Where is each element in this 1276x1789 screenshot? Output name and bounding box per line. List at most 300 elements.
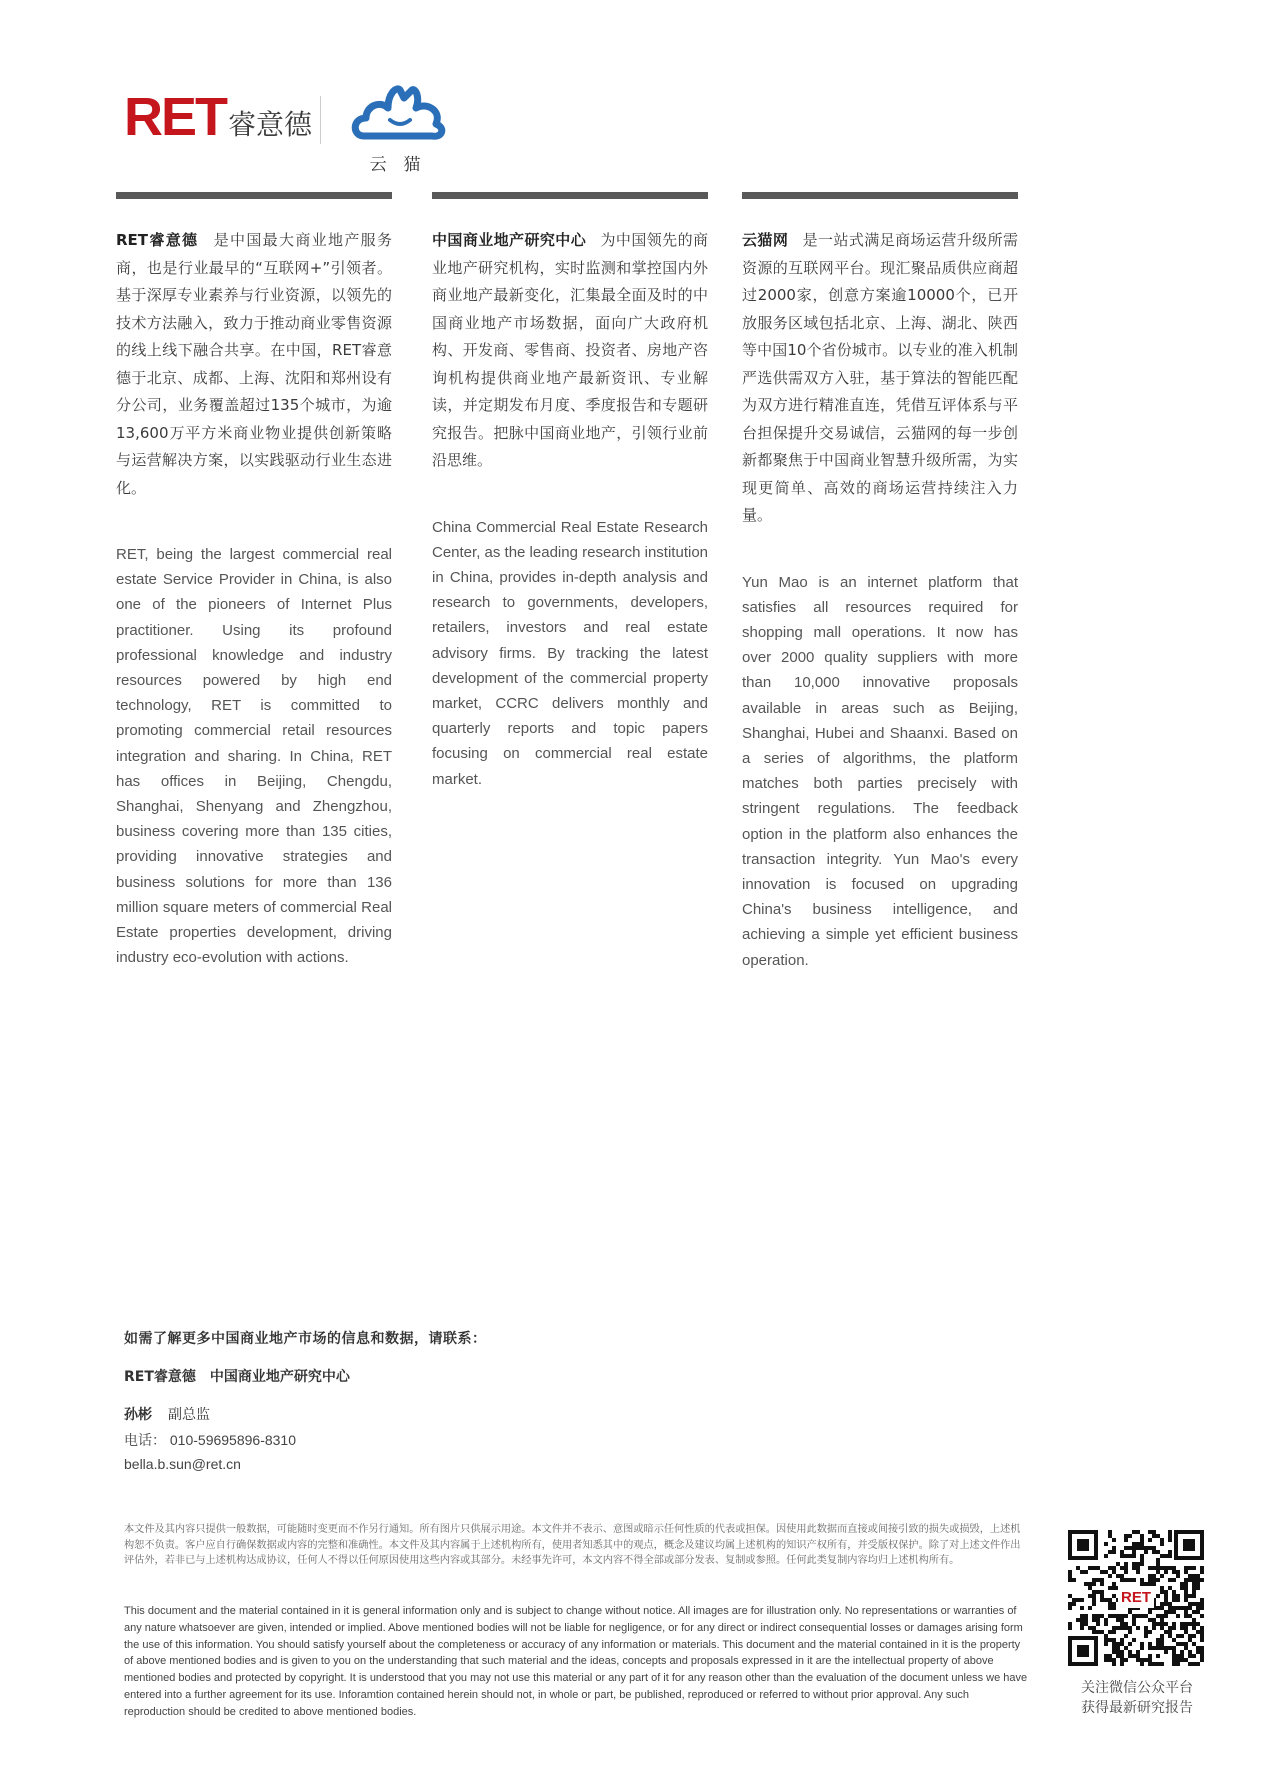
qr-module [1200,1606,1204,1610]
yunmao-logo [350,76,446,175]
qr-module [1140,1658,1144,1662]
qr-module [1096,1630,1100,1634]
qr-module [1120,1554,1124,1558]
qr-module [1164,1594,1168,1598]
qr-module [1196,1606,1200,1610]
qr-module [1152,1626,1156,1630]
qr-module [1160,1638,1164,1642]
qr-module [1084,1570,1088,1574]
qr-module [1092,1602,1096,1606]
qr-module [1136,1570,1140,1574]
qr-module [1172,1626,1176,1630]
qr-module [1156,1646,1160,1650]
qr-module [1160,1606,1164,1610]
qr-module [1172,1638,1176,1642]
qr-module [1108,1598,1112,1602]
qr-module [1128,1546,1132,1550]
qr-module [1144,1546,1148,1550]
qr-module [1148,1610,1152,1614]
qr-module [1188,1638,1192,1642]
qr-module [1168,1566,1172,1570]
qr-module [1148,1642,1152,1646]
qr-module [1132,1638,1136,1642]
qr-module [1116,1562,1120,1566]
qr-module [1148,1578,1152,1582]
qr-module [1156,1550,1160,1554]
qr-module [1148,1546,1152,1550]
qr-module [1148,1530,1152,1534]
qr-module [1168,1534,1172,1538]
qr-module [1152,1550,1156,1554]
qr-module [1108,1586,1112,1590]
qr-module [1200,1630,1204,1634]
qr-module [1112,1646,1116,1650]
qr-module [1092,1578,1096,1582]
qr-module [1104,1570,1108,1574]
qr-module [1104,1554,1108,1558]
qr-module [1128,1578,1132,1582]
qr-module [1108,1534,1112,1538]
qr-module [1136,1650,1140,1654]
qr-module [1144,1658,1148,1662]
qr-module [1148,1662,1152,1666]
qr-module [1196,1578,1200,1582]
qr-module [1192,1566,1196,1570]
qr-center-label: RET [1121,1589,1151,1606]
qr-module [1100,1590,1104,1594]
qr-module [1184,1610,1188,1614]
qr-module [1184,1630,1188,1634]
qr-module [1068,1574,1072,1578]
qr-module [1148,1582,1152,1586]
qr-module [1140,1538,1144,1542]
qr-module [1136,1626,1140,1630]
qr-module [1100,1578,1104,1582]
qr-module [1184,1594,1188,1598]
qr-module [1120,1618,1124,1622]
column-en-text: Yun Mao is an internet platform that satisfies all resources required for shopping mall operations. It now has over 2000 quality suppliers with more than 10,000 innovative proposals available in areas such as Beijing, Shanghai, Hubei and Shaanxi. Based on a series of algorithms, the platform matches both parties precisely with stringent regulations. The feedback option in the platform also enhances the transaction integrity. Yun Mao's every innovation is focused on upgrading China's business intelligence, and achieving a simple yet efficient business operation. [742,573,1018,969]
qr-module [1156,1594,1160,1598]
qr-module [1200,1638,1204,1642]
contact-block [124,1328,487,1472]
qr-module [1080,1626,1084,1630]
qr-module [1124,1546,1128,1550]
qr-module [1164,1610,1168,1614]
qr-module [1084,1614,1088,1618]
qr-module [1160,1590,1164,1594]
qr-module [1192,1626,1196,1630]
qr-module [1140,1578,1144,1582]
qr-module [1192,1610,1196,1614]
column-ret [116,192,392,970]
qr-module [1160,1646,1164,1650]
qr-module [1120,1574,1124,1578]
cloud-cat-icon [350,76,446,148]
qr-module [1160,1622,1164,1626]
qr-module [1184,1626,1188,1630]
qr-module [1132,1654,1136,1658]
qr-module [1120,1662,1124,1666]
qr-module [1188,1622,1192,1626]
column-rule [742,192,1018,199]
qr-module [1128,1534,1132,1538]
qr-module [1196,1574,1200,1578]
qr-module [1148,1574,1152,1578]
qr-module [1120,1638,1124,1642]
qr-caption-line-2: 获得最新研究报告 [1081,1700,1193,1716]
qr-module [1160,1618,1164,1622]
qr-module [1120,1658,1124,1662]
qr-module [1156,1562,1160,1566]
qr-module [1068,1594,1072,1598]
qr-module [1196,1650,1200,1654]
column-cn-text [432,227,708,475]
qr-module [1192,1618,1196,1622]
qr-module [1200,1598,1204,1602]
yunmao-logo-label: 云 猫 [369,155,427,174]
qr-module [1112,1642,1116,1646]
qr-module [1156,1622,1160,1626]
qr-module [1200,1658,1204,1662]
qr-module [1128,1650,1132,1654]
qr-module [1136,1562,1140,1566]
qr-module [1192,1662,1196,1666]
qr-module [1124,1566,1128,1570]
qr-module [1120,1566,1124,1570]
qr-module [1104,1634,1108,1638]
qr-module [1176,1614,1180,1618]
qr-module [1096,1578,1100,1582]
column-cn-lead: 中国商业地产研究中心 [432,231,587,249]
qr-module [1160,1626,1164,1630]
qr-module [1128,1554,1132,1558]
qr-module [1152,1534,1156,1538]
qr-module [1176,1594,1180,1598]
column-cn-body: 是一站式满足商场运营升级所需资源的互联网平台。现汇聚品质供应商超过2000家，创意方案逾10000个，已开放服务区域包括北京、上海、湖北、陕西等中国10个省份城市。以专业的准入机制严选供需双方入驻，基于算法的智能匹配为双方进行精准直连，凭借互评体系与平台担保提升交易诚信，云猫网的每一步创新都聚焦于中国商业智慧升级所需，为实现更简单、高效的商场运营持续注入力量。 [742,231,1018,524]
qr-module [1148,1658,1152,1662]
qr-module [1116,1654,1120,1658]
qr-module [1124,1538,1128,1542]
disclaimer-en: This document and the material contained in it is general information only and is subject to change without notice. All images are for illustration only. No representations or warranties of any nature whatsoever are given, intended or implied. Above mentioned bodies will not be liable for negligence, or for any direct or indirect consequential losses or damages arising form the use of this information. You should satisfy yourself about the completeness or accuracy of any information or materials. This document and the material contained in it is the property of above mentioned bodies and is given to you on the understanding that such material and the ideas, concepts and proposals expressed in it are the intellectual property of above mentioned bodies and protected by copyright. It is understood that you may not use this material or any part of it for any reason other than the evaluation of the document unless we have entered into a further agreement for its use. Inforamtion contained herein should not, in whole or part, be published, reproduced or referred to without prior approval. Any such reproduction should be credited to above mentioned bodies. [124,1605,1028,1718]
qr-module [1196,1610,1200,1614]
qr-module [1100,1614,1104,1618]
qr-module [1088,1586,1092,1590]
qr-module [1108,1530,1112,1534]
qr-module [1136,1546,1140,1550]
qr-module [1192,1574,1196,1578]
qr-module [1100,1570,1104,1574]
qr-module [1152,1530,1156,1534]
qr-module [1184,1642,1188,1646]
qr-module [1092,1566,1096,1570]
qr-module [1196,1582,1200,1586]
wechat-qr-code [1068,1530,1204,1666]
qr-module [1176,1634,1180,1638]
qr-module [1140,1534,1144,1538]
qr-module [1164,1590,1168,1594]
qr-module [1200,1602,1204,1606]
qr-module [1160,1538,1164,1542]
qr-module [1072,1602,1076,1606]
qr-module [1184,1582,1188,1586]
contact-name: 孙彬 [124,1407,152,1423]
qr-module [1172,1578,1176,1582]
qr-module [1140,1662,1144,1666]
qr-module [1164,1622,1168,1626]
column-yunmao [742,192,1018,973]
qr-module [1100,1594,1104,1598]
contact-org-ret: RET睿意德 [124,1369,196,1385]
qr-module [1180,1622,1184,1626]
qr-module [1200,1654,1204,1658]
ret-logo-cn: 睿意德 [228,109,313,140]
qr-module [1116,1642,1120,1646]
qr-module [1088,1626,1092,1630]
qr-module [1108,1614,1112,1618]
qr-module [1116,1614,1120,1618]
column-cn-text [742,227,1018,530]
qr-module [1080,1614,1084,1618]
qr-module [1192,1590,1196,1594]
qr-module [1112,1638,1116,1642]
qr-module [1180,1626,1184,1630]
column-cn-lead: 云猫网 [742,231,789,249]
qr-module [1124,1578,1128,1582]
qr-module [1180,1650,1184,1654]
qr-module [1164,1630,1168,1634]
qr-module [1184,1570,1188,1574]
qr-module [1104,1598,1108,1602]
qr-module [1112,1570,1116,1574]
qr-module [1108,1638,1112,1642]
qr-module [1176,1662,1180,1666]
qr-module [1156,1654,1160,1658]
qr-module [1156,1638,1160,1642]
qr-module [1072,1598,1076,1602]
qr-module [1192,1582,1196,1586]
qr-module [1148,1618,1152,1622]
qr-module [1112,1658,1116,1662]
qr-module [1184,1586,1188,1590]
qr-module [1148,1646,1152,1650]
column-cn-text [116,227,392,502]
qr-module [1152,1662,1156,1666]
qr-module [1160,1554,1164,1558]
qr-module [1168,1630,1172,1634]
qr-module [1180,1634,1184,1638]
qr-module [1112,1614,1116,1618]
qr-module [1160,1566,1164,1570]
qr-module [1068,1602,1072,1606]
qr-module [1100,1598,1104,1602]
qr-module [1188,1594,1192,1598]
qr-module [1168,1586,1172,1590]
qr-module [1108,1654,1112,1658]
contact-email[interactable]: bella.b.sun@ret.cn [124,1456,241,1472]
qr-module [1132,1618,1136,1622]
qr-module [1068,1578,1072,1582]
qr-module [1176,1658,1180,1662]
qr-module [1108,1630,1112,1634]
qr-module [1104,1542,1108,1546]
qr-module [1124,1658,1128,1662]
qr-module [1188,1574,1192,1578]
qr-module [1192,1594,1196,1598]
qr-module [1184,1598,1188,1602]
qr-module [1164,1646,1168,1650]
qr-module [1196,1646,1200,1650]
qr-module [1140,1546,1144,1550]
qr-module [1144,1582,1148,1586]
qr-module [1112,1538,1116,1542]
qr-module [1152,1546,1156,1550]
qr-module [1108,1574,1112,1578]
qr-module [1088,1566,1092,1570]
qr-module [1168,1554,1172,1558]
qr-module [1156,1578,1160,1582]
qr-module [1128,1630,1132,1634]
qr-module [1084,1622,1088,1626]
qr-module [1140,1582,1144,1586]
qr-module [1156,1606,1160,1610]
column-cn-lead: RET睿意德 [116,231,199,249]
qr-module [1184,1578,1188,1582]
qr-module [1108,1550,1112,1554]
qr-module [1168,1530,1172,1534]
qr-module [1172,1570,1176,1574]
qr-module [1180,1586,1184,1590]
qr-module [1156,1614,1160,1618]
qr-module [1124,1626,1128,1630]
qr-module [1120,1654,1124,1658]
qr-caption [1060,1678,1214,1718]
qr-module [1080,1622,1084,1626]
qr-module [1136,1654,1140,1658]
qr-module [1096,1566,1100,1570]
qr-module [1140,1542,1144,1546]
qr-module [1180,1642,1184,1646]
qr-module [1124,1634,1128,1638]
qr-module [1184,1566,1188,1570]
qr-module [1196,1630,1200,1634]
qr-module [1168,1646,1172,1650]
qr-module [1200,1614,1204,1618]
ret-logo [124,87,313,147]
qr-module [1160,1634,1164,1638]
qr-module [1168,1610,1172,1614]
qr-module [1092,1582,1096,1586]
qr-module [1144,1626,1148,1630]
qr-module [1144,1614,1148,1618]
qr-module [1200,1634,1204,1638]
qr-module [1172,1598,1176,1602]
qr-module [1116,1618,1120,1622]
qr-module [1164,1598,1168,1602]
qr-module [1088,1594,1092,1598]
qr-module [1164,1650,1168,1654]
qr-module [1172,1594,1176,1598]
qr-module [1200,1650,1204,1654]
qr-module [1180,1658,1184,1662]
qr-module [1164,1614,1168,1618]
qr-module [1152,1574,1156,1578]
qr-module [1148,1630,1152,1634]
qr-module [1128,1642,1132,1646]
qr-module [1172,1650,1176,1654]
ret-logo-mark: RET [124,87,226,147]
qr-module [1168,1538,1172,1542]
qr-module [1068,1622,1072,1626]
qr-module [1092,1630,1096,1634]
qr-module [1176,1574,1180,1578]
qr-module [1144,1550,1148,1554]
qr-module [1172,1606,1176,1610]
qr-module [1200,1646,1204,1650]
qr-module [1112,1650,1116,1654]
qr-module [1112,1606,1116,1610]
qr-module [1132,1578,1136,1582]
qr-module [1176,1606,1180,1610]
qr-module [1168,1626,1172,1630]
qr-caption-line-1: 关注微信公众平台 [1081,1680,1193,1696]
qr-module [1076,1598,1080,1602]
qr-module [1112,1550,1116,1554]
qr-module [1132,1550,1136,1554]
qr-module [1172,1590,1176,1594]
qr-module [1180,1606,1184,1610]
qr-module [1104,1638,1108,1642]
qr-module [1136,1542,1140,1546]
qr-module [1144,1630,1148,1634]
qr-module [1192,1578,1196,1582]
qr-module [1184,1646,1188,1650]
qr-module [1140,1558,1144,1562]
qr-module [1200,1570,1204,1574]
qr-module [1156,1558,1160,1562]
qr-module [1168,1634,1172,1638]
qr-module [1188,1614,1192,1618]
qr-module [1192,1622,1196,1626]
qr-module [1080,1570,1084,1574]
qr-module [1132,1530,1136,1534]
column-ccrc [432,192,708,792]
qr-module [1188,1578,1192,1582]
qr-module [1112,1586,1116,1590]
qr-module [1176,1654,1180,1658]
qr-module [1168,1606,1172,1610]
qr-module [1068,1570,1072,1574]
contact-heading: 如需了解更多中国商业地产市场的信息和数据，请联系： [124,1331,487,1347]
qr-module [1092,1626,1096,1630]
qr-module [1128,1626,1132,1630]
qr-module [1176,1642,1180,1646]
qr-module [1076,1618,1080,1622]
qr-module [1124,1534,1128,1538]
qr-module [1068,1626,1072,1630]
qr-module [1136,1530,1140,1534]
qr-module [1068,1606,1072,1610]
qr-module [1096,1618,1100,1622]
qr-module [1184,1590,1188,1594]
qr-module [1108,1658,1112,1662]
qr-module [1172,1646,1176,1650]
qr-module [1104,1654,1108,1658]
qr-module [1088,1606,1092,1610]
column-cn-body: 是中国最大商业地产服务商，也是行业最早的“互联网+”引领者。基于深厚专业素养与行业资源，以领先的技术方法融入，致力于推动商业零售资源的线上线下融合共享。在中国，RET睿意德于北京、成都、上海、沈阳和郑州设有分公司，业务覆盖超过135个城市，为逾13,600万平方米商业物业提供创新策略与运营解决方案，以实践驱动行业生态进化。 [116,231,392,497]
qr-module [1136,1658,1140,1662]
qr-module [1156,1642,1160,1646]
contact-org-ccrc: 中国商业地产研究中心 [209,1369,350,1385]
